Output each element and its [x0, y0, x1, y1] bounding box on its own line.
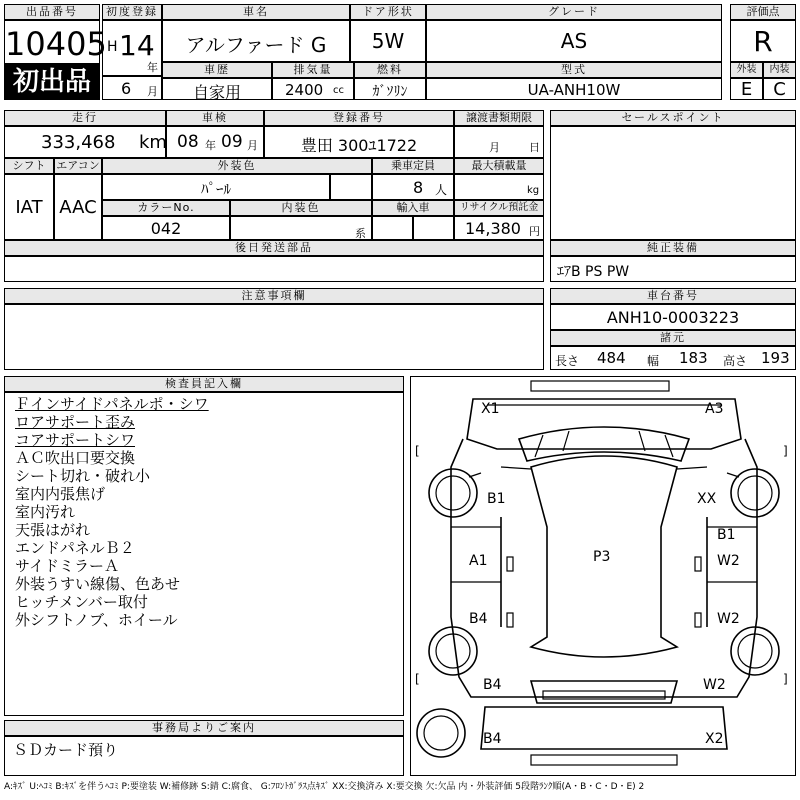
car-name-cell: [162, 20, 350, 62]
door-type: 5W: [371, 29, 405, 53]
office-label: 事務局よりご案内: [4, 720, 404, 736]
mark-a3: A3: [705, 401, 724, 417]
inspector-note: ロアサポート歪み: [15, 413, 136, 431]
inspector-note: 室内内張焦げ: [15, 485, 106, 503]
inspector-box: [4, 392, 404, 716]
inspector-note: 外シフトノブ、ホイール: [15, 611, 178, 629]
mark-x2: X2: [705, 731, 724, 747]
interior-color-cell: [230, 216, 372, 240]
inspector-note: ヒッチメンバー取付: [15, 593, 148, 611]
color-cell: [102, 174, 330, 200]
transfer-cell: [454, 126, 544, 158]
reg-cell: [264, 126, 454, 158]
equipment-label: 純正装備: [550, 240, 796, 256]
sales-point-box: [550, 126, 796, 240]
inspection-label: 車検: [166, 110, 264, 126]
chassis-number: ANH10-0003223: [606, 308, 740, 327]
transfer-day: 日: [529, 141, 540, 154]
chassis-label: 車台番号: [550, 288, 796, 304]
year-unit: 年: [147, 61, 158, 74]
office-box: [4, 736, 404, 776]
inspector-note: エンドパネルＢ２: [15, 539, 135, 557]
interior-color-unit: 系: [355, 227, 366, 240]
interior-cell: [763, 78, 796, 100]
model-cell: [426, 78, 722, 100]
exterior-cell: [730, 78, 763, 100]
mark-b4-left: B4: [469, 611, 488, 627]
mileage-unit: km: [139, 132, 167, 153]
shift-cell: [4, 174, 54, 240]
recycle-cell: [454, 216, 544, 240]
mark-w2-lower: W2: [703, 677, 726, 693]
model: UA-ANH10W: [527, 81, 621, 99]
first-reg-month-cell: [102, 76, 162, 100]
mark-b1-right: B1: [717, 527, 736, 543]
inspection-year: 08: [177, 132, 199, 152]
era: H: [107, 39, 118, 55]
width: 183: [679, 349, 708, 367]
height: 193: [761, 349, 790, 367]
parts-label: 後日発送部品: [4, 240, 544, 256]
max-load-cell: [454, 174, 544, 200]
inspector-note: 室内汚れ: [15, 503, 76, 521]
score-label: 評価点: [730, 4, 796, 20]
capacity: 8: [413, 178, 424, 197]
displacement: 2400: [285, 81, 324, 99]
capacity-cell: [372, 174, 454, 200]
inspector-note: 外装うすい線傷、色あせ: [15, 575, 181, 593]
mark-p3: P3: [593, 549, 611, 565]
car-name: アルファード G: [185, 33, 327, 57]
max-load-unit: kg: [527, 185, 540, 196]
grade-cell: [426, 20, 722, 62]
inspection-year-unit: 年: [205, 139, 216, 152]
max-load-label: 最大積載量: [454, 158, 544, 174]
caution-label: 注意事項欄: [4, 288, 544, 304]
recycle-unit: 円: [529, 225, 540, 238]
model-label: 型式: [426, 62, 722, 78]
capacity-label: 乗車定員: [372, 158, 454, 174]
history-label: 車歴: [162, 62, 272, 78]
lot-number: 10405: [5, 25, 107, 63]
lot-number-cell: [4, 20, 107, 64]
history: 自家用: [192, 83, 241, 102]
capacity-unit: 人: [435, 183, 448, 197]
mark-w2-right-top: W2: [717, 553, 740, 569]
registration-number: 豊田 300ﾕ1722: [300, 136, 418, 155]
car-body-outline: [411, 377, 797, 777]
score: R: [753, 25, 773, 58]
color-extra-cell: [330, 174, 372, 200]
color-label: 外装色: [102, 158, 372, 174]
displacement-unit: cc: [333, 85, 344, 96]
color-no-cell: [102, 216, 230, 240]
recycle-fee: 14,380: [465, 219, 521, 238]
mark-w2-right-mid: W2: [717, 611, 740, 627]
door-label: ドア形状: [350, 4, 426, 20]
displacement-label: 排気量: [272, 62, 354, 78]
color-number: 042: [150, 219, 182, 238]
inspector-label: 検査員記入欄: [4, 376, 404, 392]
caution-box: [4, 304, 544, 370]
inspector-note: ＡＣ吹出口要交換: [15, 449, 136, 467]
dims-label: 諸元: [550, 330, 796, 346]
import-cell-b: [413, 216, 454, 240]
inspector-note: シート切れ・破れ小: [15, 467, 151, 485]
equipment: ｴｱB PS PW: [557, 264, 630, 280]
mark-b4-bottom: B4: [483, 731, 502, 747]
inspection-cell: [166, 126, 264, 158]
chassis-cell: [550, 304, 796, 330]
grade-label: グレード: [426, 4, 722, 20]
svg-text:]: ]: [783, 444, 788, 458]
exterior-label: 外装: [730, 62, 763, 78]
inspector-note: サイドミラーＡ: [15, 557, 119, 575]
grade: AS: [560, 29, 588, 53]
length-label: 長さ: [555, 354, 580, 368]
interior-label: 内装: [763, 62, 796, 78]
equipment-box: [550, 256, 796, 282]
svg-text:[: [: [415, 444, 420, 458]
height-label: 高さ: [723, 354, 748, 368]
inspection-month-unit: 月: [247, 139, 258, 152]
score-cell: [730, 20, 796, 62]
mileage-cell: [4, 126, 166, 158]
mark-b4-lower: B4: [483, 677, 502, 693]
interior-rating: C: [773, 79, 786, 100]
color-no-label: カラーNo.: [102, 200, 230, 216]
recycle-label: リサイクル預託金: [454, 200, 544, 216]
import-cell-a: [372, 216, 413, 240]
svg-text:[: [: [415, 672, 420, 686]
shift-label: シフト: [4, 158, 54, 174]
fuel-cell: [354, 78, 426, 100]
fuel: ｶﾞｿﾘﾝ: [372, 84, 408, 100]
ac-cell: [54, 174, 102, 240]
ac: AAC: [59, 197, 97, 218]
exterior-rating: E: [740, 79, 753, 100]
fuel-label: 燃料: [354, 62, 426, 78]
lot-number-label: 出品番号: [4, 4, 100, 20]
first-reg-label: 初度登録: [102, 4, 162, 20]
import-label: 輸入車: [372, 200, 454, 216]
shift: IAT: [15, 197, 43, 218]
first-reg-year: 14: [119, 29, 155, 62]
first-reg-month: 6: [121, 79, 132, 98]
sales-point-label: セールスポイント: [550, 110, 796, 126]
mark-a1: A1: [469, 553, 488, 569]
mileage-label: 走行: [4, 110, 166, 126]
reg-label: 登録番号: [264, 110, 454, 126]
mark-xx: XX: [697, 491, 717, 507]
inspector-note: Ｆインサイドパネルポ・シワ: [15, 395, 209, 413]
dims-cell: [550, 346, 796, 370]
inspection-month: 09: [221, 132, 243, 152]
interior-color-label: 内装色: [230, 200, 372, 216]
history-cell: [162, 78, 272, 100]
first-reg-cell: [102, 20, 162, 76]
displacement-cell: [272, 78, 354, 100]
inspector-note: 天張はがれ: [15, 521, 91, 539]
svg-text:]: ]: [783, 672, 788, 686]
car-diagram: [410, 376, 796, 776]
transfer-month: 月: [489, 141, 500, 154]
width-label: 幅: [647, 354, 660, 368]
car-name-label: 車名: [162, 4, 350, 20]
first-listing-badge: 初出品: [4, 64, 100, 100]
length: 484: [597, 349, 626, 367]
mileage: 333,468: [41, 132, 116, 153]
parts-box: [4, 256, 544, 282]
month-unit: 月: [147, 85, 158, 98]
mark-x1: X1: [481, 401, 500, 417]
office-note: ＳＤカード預り: [13, 741, 119, 759]
mark-b1-left: B1: [487, 491, 506, 507]
door-cell: [350, 20, 426, 62]
transfer-label: 譲渡書類期限: [454, 110, 544, 126]
ac-label: エアコン: [54, 158, 102, 174]
legend: A:ｷｽﾞ U:ﾍｺﾐ B:ｷｽﾞを伴うﾍｺﾐ P:要塗装 W:補修跡 S:錆 C:腐食、 G:ﾌﾛﾝﾄｶﾞﾗｽ点ｷｽﾞ XX:交換済み X:要交換 欠:欠品 内・外装評価 5段階ﾗﾝｸ順(A・B・C・D・E) 2: [4, 782, 645, 792]
exterior-color: ﾊﾟｰﾙ: [200, 180, 231, 198]
inspector-note: コアサポートシワ: [15, 431, 136, 449]
